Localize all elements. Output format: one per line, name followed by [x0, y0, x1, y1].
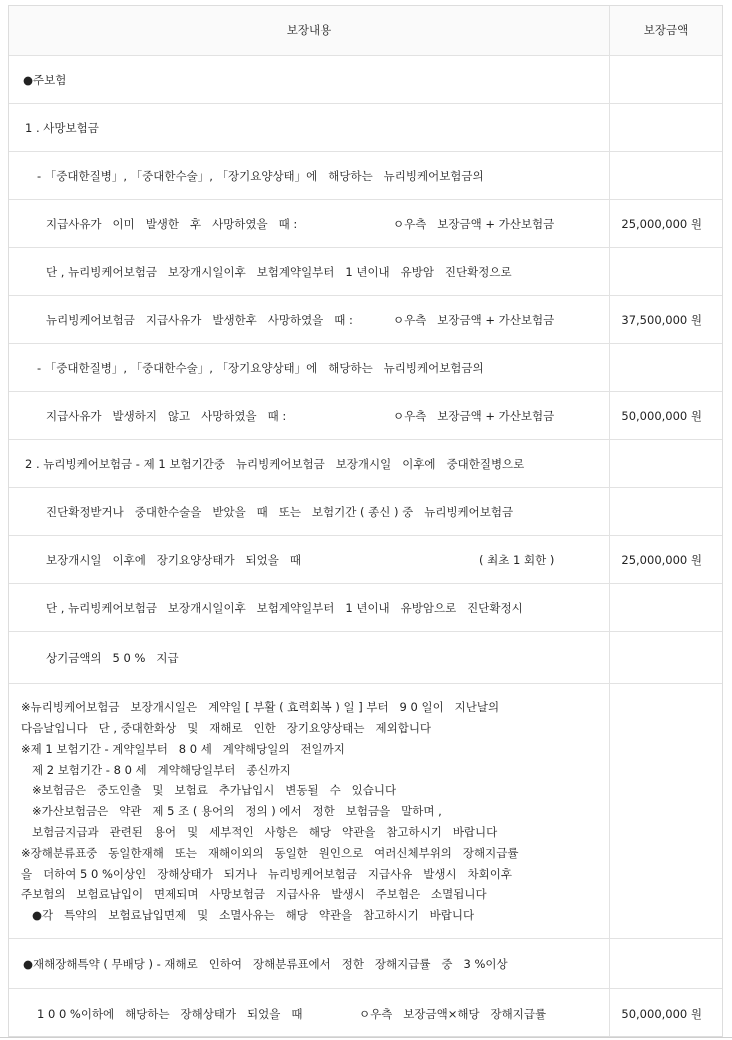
table-row — [9, 488, 722, 536]
note-line: 제 2 보험기간 - 8 0 세 계약해당일부터 종신까지 — [21, 763, 291, 777]
row-text: 지급사유가 발생하지 않고 사망하였을 때 : — [46, 409, 287, 423]
row-amount: 50,000,000 원 — [621, 409, 702, 423]
note-line: 보험금지급과 관련된 용어 및 세부적인 사항은 해당 약관을 참고하시기 바랍니다 — [21, 825, 498, 839]
row-text: 보장개시일 이후에 장기요양상태가 되었을 때 — [46, 553, 301, 567]
coverage-table — [8, 5, 723, 1037]
row-text: - 「중대한질병」, 「중대한수술」, 「장기요양상태」에 해당하는 뉴리빙케어보험금의 — [37, 361, 484, 375]
table-row — [9, 440, 722, 488]
table-row — [9, 104, 722, 152]
table-row — [9, 632, 722, 684]
row-amount: 25,000,000 원 — [621, 553, 702, 567]
note-line: ※보험금은 중도인출 및 보험료 추가납입시 변동될 수 있습니다 — [21, 783, 397, 797]
header-coverage-amount: 보장금액 — [643, 23, 689, 37]
table-row — [9, 296, 722, 344]
row-text: 상기금액의 5 0 % 지급 — [46, 651, 179, 665]
row-amount: 37,500,000 원 — [621, 313, 702, 327]
table-row — [9, 536, 722, 584]
row-text: 단 , 뉴리빙케어보험금 보장개시일이후 보험계약일부터 1 년이내 유방암으로 진단확정시 — [46, 601, 523, 615]
row-text: 1 . 사망보험금 — [25, 121, 99, 135]
notes-row — [9, 684, 722, 939]
table-row — [9, 344, 722, 392]
note-line: ※제 1 보험기간 - 계약일부터 8 0 세 계약해당일의 전일까지 — [21, 742, 345, 756]
row-text-note: ( 최초 1 회한 ) — [479, 553, 555, 567]
note-line: 다음날입니다 단 , 중대한화상 및 재해로 인한 장기요양상태는 제외합니다 — [21, 721, 432, 735]
row-text: 1 0 0 %이하에 해당하는 장해상태가 되었을 때 — [37, 1007, 303, 1021]
row-text: ●재해장해특약 ( 무배당 ) - 재해로 인하여 장해분류표에서 정한 장해지급률 중 3 %이상 — [23, 957, 508, 971]
table-row — [9, 584, 722, 632]
row-amount: 25,000,000 원 — [621, 217, 702, 231]
row-text-formula: ㅇ우측 보장금액 + 가산보험금 — [393, 217, 555, 231]
note-line: ※장해분류표중 동일한재해 또는 재해이외의 동일한 원인으로 여러신체부위의 장해지급률 — [21, 846, 519, 860]
row-text: ●주보험 — [23, 73, 67, 87]
table-row — [9, 152, 722, 200]
header-coverage-content: 보장내용 — [286, 23, 332, 37]
table-header — [9, 6, 722, 56]
note-line: 을 더하여 5 0 %이상인 장해상태가 되거나 뉴리빙케어보험금 지급사유 발생시 차회이후 — [21, 867, 512, 881]
row-text: 진단확정받거나 중대한수술을 받았을 때 또는 보험기간 ( 종신 ) 중 뉴리빙케어보험금 — [46, 505, 514, 519]
notes-block — [9, 684, 609, 938]
note-line: ※가산보험금은 약관 제 5 조 ( 용어의 정의 ) 에서 정한 보험금을 말하며 , — [21, 804, 442, 818]
row-amount: 50,000,000 원 — [621, 1007, 702, 1021]
row-text: - 「중대한질병」, 「중대한수술」, 「장기요양상태」에 해당하는 뉴리빙케어보험금의 — [37, 169, 484, 183]
table-row — [9, 56, 722, 104]
row-text: 단 , 뉴리빙케어보험금 보장개시일이후 보험계약일부터 1 년이내 유방암 진단확정으로 — [46, 265, 512, 279]
table-row — [9, 200, 722, 248]
note-line: ※뉴리빙케어보험금 보장개시일은 계약일 [ 부활 ( 효력회복 ) 일 ] 부터 9 0 일이 지난날의 — [21, 700, 500, 714]
row-text-formula: ㅇ우측 보장금액 + 가산보험금 — [393, 313, 555, 327]
table-row — [9, 248, 722, 296]
row-text-formula: ㅇ우측 보장금액×해당 장해지급률 — [359, 1007, 547, 1021]
row-text: 뉴리빙케어보험금 지급사유가 발생한후 사망하였을 때 : — [46, 313, 353, 327]
table-row — [9, 392, 722, 440]
note-line: ●각 특약의 보험료납입면제 및 소멸사유는 해당 약관을 참고하시기 바랍니다 — [21, 908, 475, 922]
row-text: 지급사유가 이미 발생한 후 사망하였을 때 : — [46, 217, 298, 231]
row-text: 2 . 뉴리빙케어보험금 - 제 1 보험기간중 뉴리빙케어보험금 보장개시일 이후에 중대한질병으로 — [25, 457, 525, 471]
page-bottom-divider — [0, 1037, 732, 1038]
row-text-formula: ㅇ우측 보장금액 + 가산보험금 — [393, 409, 555, 423]
table-row — [9, 989, 722, 1036]
table-row — [9, 939, 722, 989]
note-line: 주보험의 보험료납입이 면제되며 사망보험금 지급사유 발생시 주보험은 소멸됩니다 — [21, 887, 487, 901]
